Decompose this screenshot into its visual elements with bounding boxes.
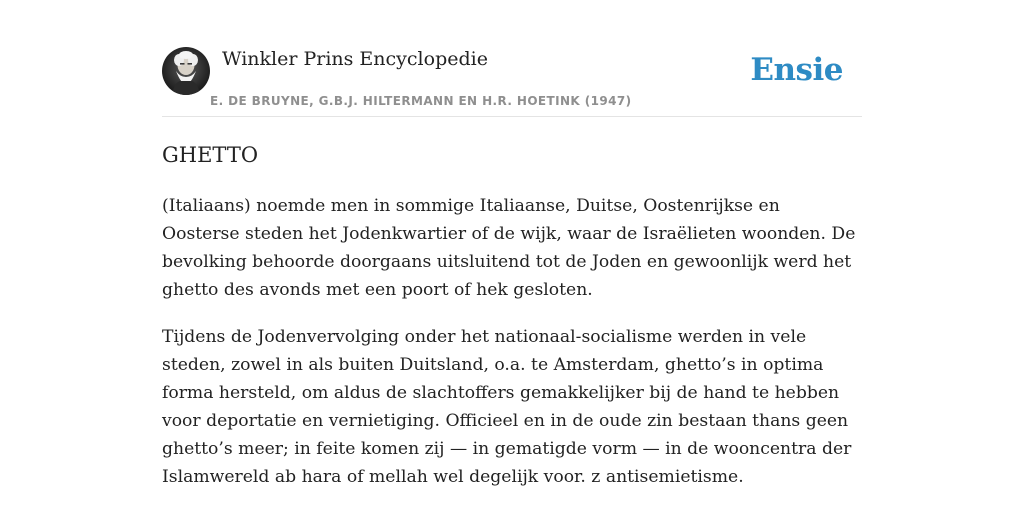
- entry-title: GHETTO: [162, 143, 259, 167]
- source-title[interactable]: Winkler Prins Encyclopedie: [222, 48, 488, 70]
- ensie-logo-link[interactable]: Ensie: [750, 52, 843, 88]
- entry-paragraph-1: (Italiaans) noemde men in sommige Italiaanse, Duitse, Oostenrijkse en Oosterse steden het Jodenkwartier of de wijk, waar de Israëlieten woonden. De bevolking behoorde doorgaans uitsluitend tot de Joden en gewoonlijk werd het ghetto des avonds met een poort of hek gesloten.: [162, 196, 856, 300]
- entry-paragraph-2: Tijdens de Jodenvervolging onder het nationaal-socialisme werden in vele steden, zowel in als buiten Duitsland, o.a. te Amsterdam, ghetto’s in optima forma hersteld, om aldus de slachtoffers gemakkelijker bij de hand te hebben voor deportatie en vernietiging. Officieel en in de oude zin bestaan thans geen ghetto’s meer; in feite komen zij — in gematigde vorm — in de wooncentra der Islamwereld ab hara of mellah wel degelijk voor. z antisemietisme.: [162, 327, 852, 487]
- source-authors: E. DE BRUYNE, G.B.J. HILTERMANN EN H.R. HOETINK (1947): [210, 94, 632, 108]
- author-avatar[interactable]: [162, 47, 210, 95]
- entry-body: [162, 192, 862, 510]
- author-portrait-image: [162, 47, 210, 95]
- source-header: [162, 40, 862, 117]
